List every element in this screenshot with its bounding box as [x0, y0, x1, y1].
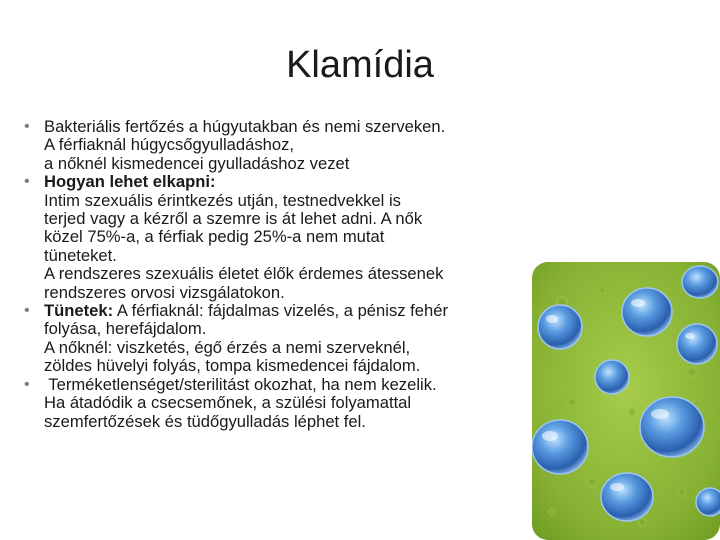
bullet-line: A nőknél: viszketés, égő érzés a nemi szerveknél, — [44, 337, 411, 357]
bullet-line: A férfiaknál húgycsőgyulladáshoz, — [44, 135, 294, 155]
bullet-dot-icon: • — [24, 173, 30, 191]
bullet-item — [22, 173, 542, 302]
bullet-line: Ha átadódik a csecsemőnek, a szülési folyamattal — [44, 393, 412, 413]
bullet-heading: Tünetek: — [44, 301, 114, 321]
slide-title: Klamídia — [286, 44, 434, 86]
bullet-line: Bakteriális fertőzés a húgyutakban és nemi szerveken. — [44, 117, 446, 136]
bullet-line: szemfertőzések és tüdőgyulladás léphet fel. — [44, 411, 366, 431]
bullet-list — [22, 118, 542, 431]
bullet-line: zöldes hüvelyi folyás, tompa kismedencei fájdalom. — [44, 356, 421, 376]
bullet-line: rendszeres orvosi vizsgálatokon. — [44, 282, 285, 302]
bullet-dot-icon: • — [24, 302, 30, 320]
bullet-line: közel 75%-a, a férfiak pedig 25%-a nem mutat — [44, 227, 385, 247]
bullet-line: a nőknél kismedencei gyulladáshoz vezet — [44, 153, 350, 173]
bullet-heading: Hogyan lehet elkapni: — [44, 172, 216, 192]
bullet-item — [22, 118, 542, 173]
bullet-line: Intim szexuális érintkezés utján, testnedvekkel is — [44, 190, 401, 210]
bullet-item — [22, 376, 542, 431]
bullet-line: Terméketlenséget/sterilitást okozhat, ha nem kezelik. — [44, 374, 437, 394]
bullet-dot-icon: • — [24, 375, 30, 393]
bullet-line-first — [44, 302, 542, 320]
bullet-line: terjed vagy a kézről a szemre is át lehet adni. A nők — [44, 209, 423, 229]
bullet-dot-icon: • — [24, 118, 30, 135]
bullet-item — [22, 302, 542, 376]
bullet-text: A férfiaknál: fájdalmas vizelés, a pénisz fehér — [113, 301, 448, 321]
bullet-line: folyása, herefájdalom. — [44, 319, 207, 339]
bullet-line: tüneteket. — [44, 245, 117, 265]
bacteria-illustration-icon — [532, 262, 720, 540]
bullet-line: A rendszeres szexuális életet élők érdemes átessenek — [44, 264, 444, 284]
